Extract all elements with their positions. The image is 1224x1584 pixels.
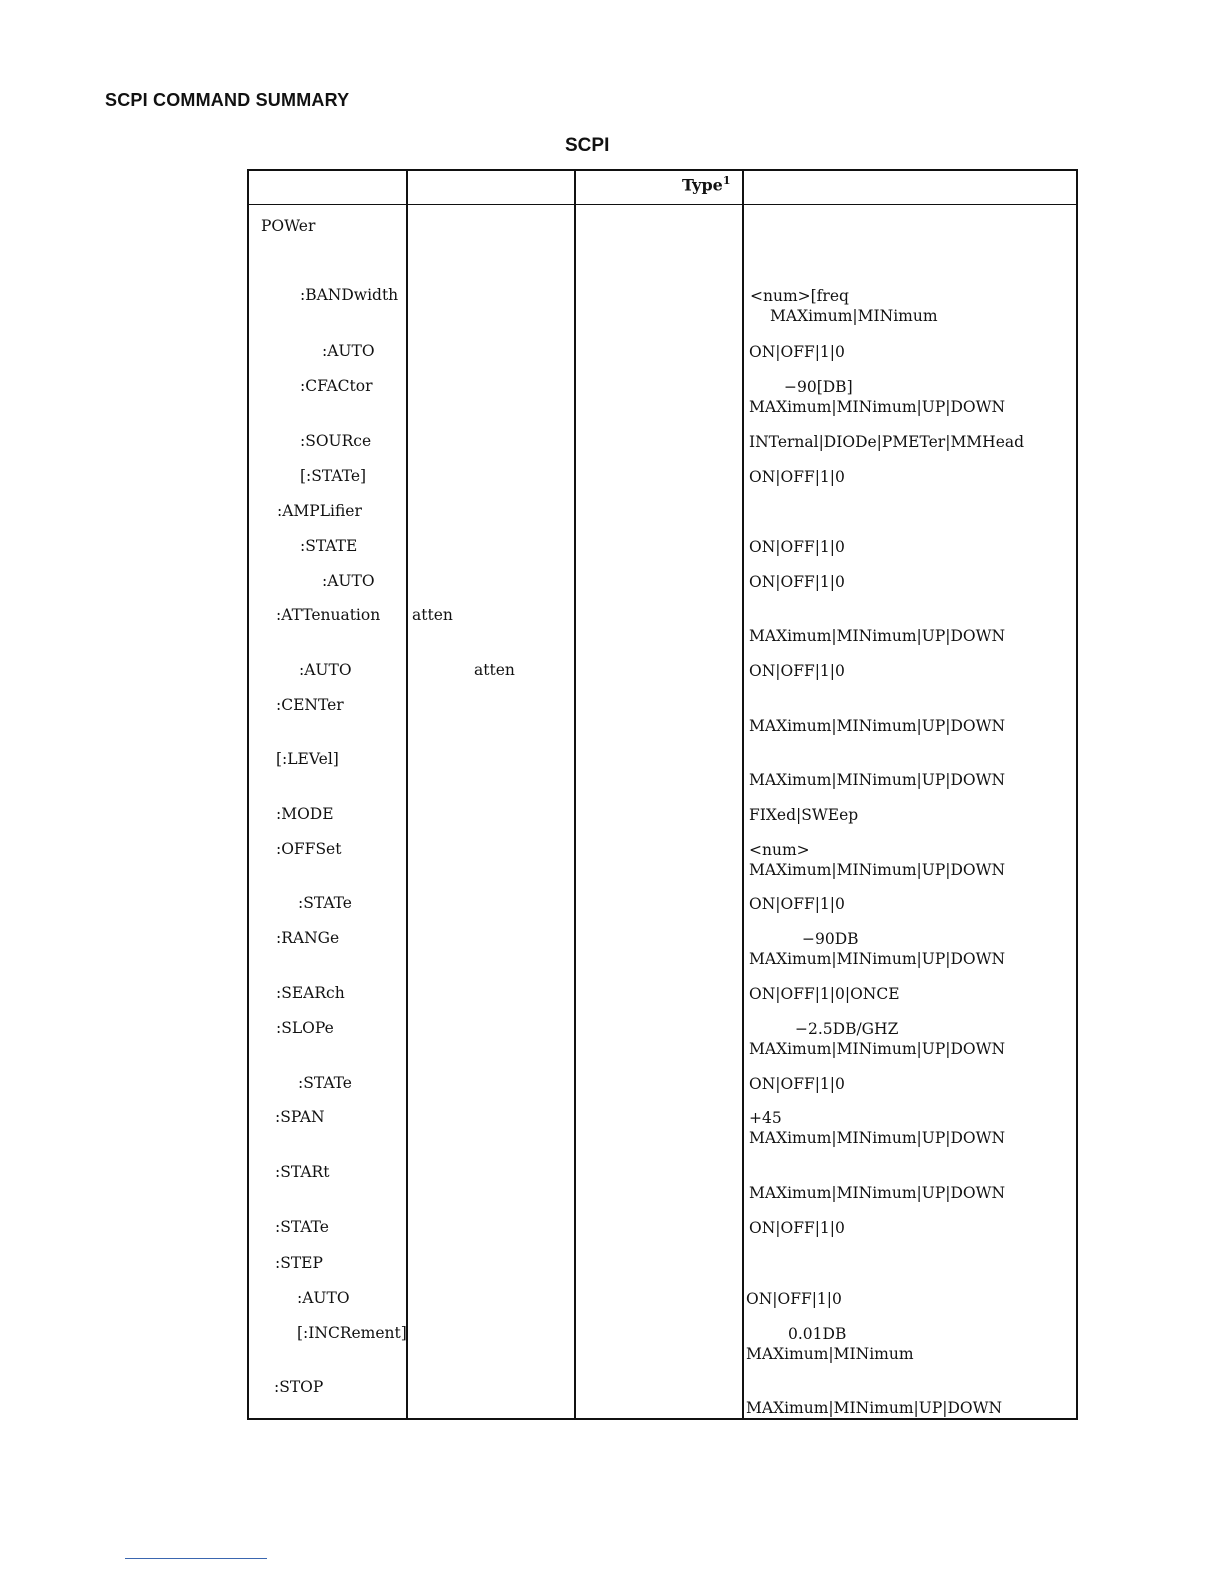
command-name: :RANGe [276,929,340,947]
parameter-range: MAXimum|MINimum|UP|DOWN [749,398,1006,416]
command-name: :AUTO [322,572,375,590]
parameter-value: +45 [749,1109,782,1127]
page-heading: SCPI COMMAND SUMMARY [105,90,350,110]
command-name: :BANDwidth [300,286,399,304]
parameter-value: ON|OFF|1|0 [746,1290,842,1308]
parameter-value: ON|OFF|1|0 [749,662,845,680]
parameter-value: ON|OFF|1|0 [749,468,845,486]
parameter-value: ON|OFF|1|0 [749,1075,845,1093]
parameter-range: MAXimum|MINimum|UP|DOWN [749,717,1006,735]
command-name: :STARt [275,1163,330,1181]
command-name: :SPAN [275,1108,325,1126]
table-caption: SCPI [565,135,610,156]
header-type-footnote: 1 [722,174,731,187]
header-type-label: Type [682,175,723,195]
command-name: :SEARch [276,984,345,1002]
parameter-range: MAXimum|MINimum [770,307,938,325]
header-type [682,174,730,194]
parameter-value: ON|OFF|1|0|ONCE [749,985,900,1003]
parameter-range: MAXimum|MINimum|UP|DOWN [749,861,1006,879]
parameter-value: −90[DB] [784,378,853,396]
parameter-value: ON|OFF|1|0 [749,538,845,556]
parameter-range: MAXimum|MINimum|UP|DOWN [749,950,1006,968]
command-name: :ATTenuation [276,606,381,624]
command-name: :OFFSet [276,840,342,858]
column-divider [406,169,408,1420]
footnote-rule [125,1558,267,1559]
command-name: :AMPLifier [277,502,362,520]
header-divider [247,204,1078,205]
command-name: :STATE [300,537,358,555]
parameter-value: ON|OFF|1|0 [749,573,845,591]
command-name: [:INCRement] [297,1324,407,1342]
command-name: :AUTO [322,342,375,360]
command-name: :AUTO [299,661,352,679]
command-name: :SOURce [300,432,372,450]
parameter-range: MAXimum|MINimum|UP|DOWN [749,627,1006,645]
parameter-value: ON|OFF|1|0 [749,895,845,913]
command-name: :STEP [275,1254,323,1272]
parameter-range: MAXimum|MINimum|UP|DOWN [749,1184,1006,1202]
command-name: [:LEVel] [276,750,339,768]
command-name: :SLOPe [276,1019,334,1037]
command-name: :STATe [298,894,352,912]
command-name: :STATe [275,1218,329,1236]
parameter-value: ON|OFF|1|0 [749,343,845,361]
parameter-value: FIXed|SWEep [749,806,859,824]
parameter-value: ON|OFF|1|0 [749,1219,845,1237]
parameter-range: MAXimum|MINimum [746,1345,914,1363]
command-name: :CFACtor [300,377,373,395]
parameter-range: MAXimum|MINimum|UP|DOWN [749,1040,1006,1058]
column-divider [574,169,576,1420]
parameter-range: MAXimum|MINimum|UP|DOWN [749,1129,1006,1147]
parameter-range: MAXimum|MINimum|UP|DOWN [746,1399,1003,1417]
parameter-value: <num>[freq [750,287,849,305]
parameter-value: −90DB [802,930,859,948]
parameter-value: <num> [749,841,810,859]
command-name: :CENTer [276,696,344,714]
parameter-value: −2.5DB/GHZ [795,1020,899,1038]
command-name: :AUTO [297,1289,350,1307]
command-name: POWer [261,217,316,235]
command-name: :MODE [276,805,334,823]
parameter-value: INTernal|DIODe|PMETer|MMHead [749,433,1025,451]
column-divider [742,169,744,1420]
parameter-range: MAXimum|MINimum|UP|DOWN [749,771,1006,789]
command-name: [:STATe] [300,467,367,485]
command-name: :STATe [298,1074,352,1092]
command-suffix: atten [412,606,453,624]
parameter-value: 0.01DB [788,1325,847,1343]
command-suffix: atten [474,661,515,679]
command-name: :STOP [274,1378,324,1396]
